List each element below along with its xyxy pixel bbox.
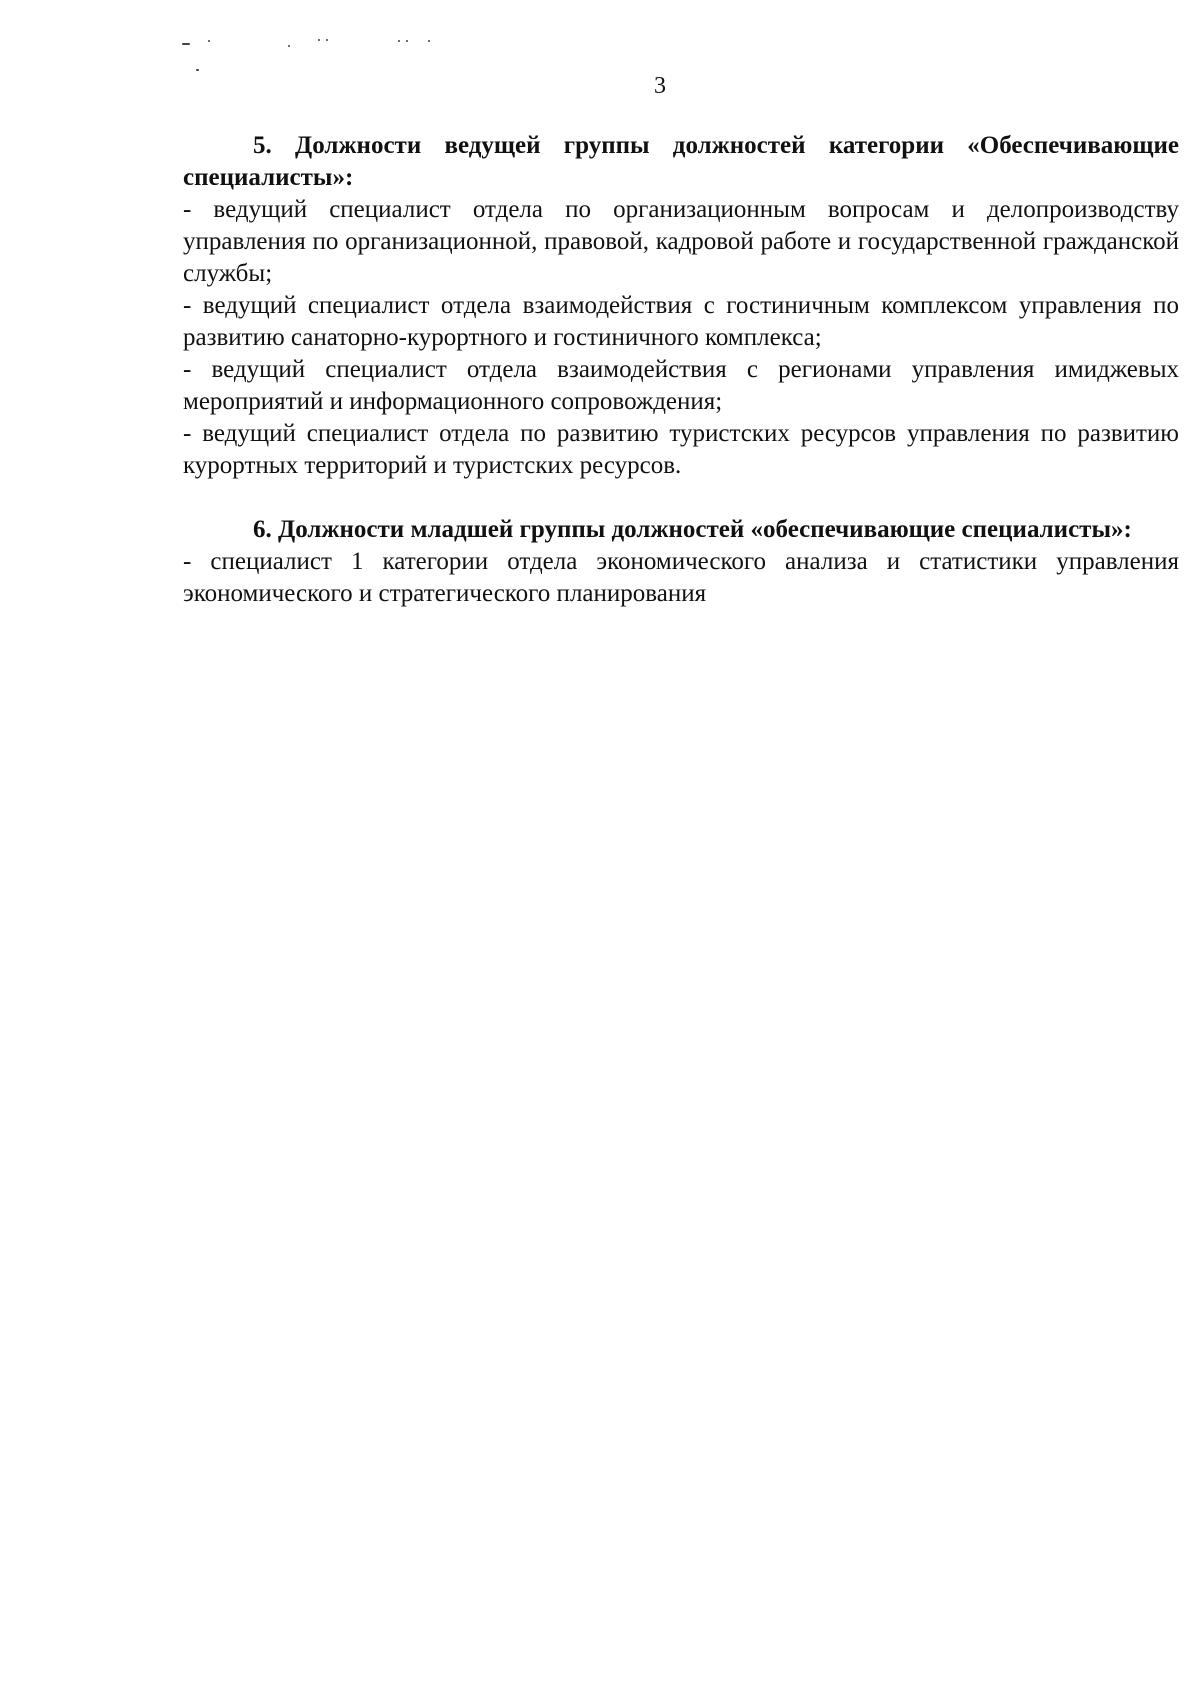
list-item: - ведущий специалист отдела взаимодействия с гостиничным комплексом управления по развитию санаторно-курортного и гостиничного комплекса;: [183, 292, 1179, 351]
section-6: [183, 514, 1179, 610]
section-heading: 6. Должности младшей группы должностей «обеспечивающие специалисты»:: [253, 516, 1132, 543]
list-item: - ведущий специалист отдела по развитию туристских ресурсов управления по развитию курортных территорий и туристских ресурсов.: [183, 420, 1179, 479]
list-item: - ведущий специалист отдела по организационным вопросам и делопроизводству управления по организационной, правовой, кадровой работе и государственной гражданской службы;: [183, 196, 1179, 287]
section-5: [183, 130, 1179, 482]
scan-artifacts: [178, 32, 498, 77]
page-number: 3: [654, 73, 666, 99]
list-item: - специалист 1 категории отдела экономического анализа и статистики управления экономического и стратегического планирования: [183, 548, 1179, 607]
list-item: - ведущий специалист отдела взаимодействия с регионами управления имиджевых мероприятий и информационного сопровождения;: [183, 356, 1179, 415]
section-heading: 5. Должности ведущей группы должностей категории «Обеспечивающие специалисты»:: [183, 132, 1179, 191]
document-body: [183, 130, 1179, 610]
